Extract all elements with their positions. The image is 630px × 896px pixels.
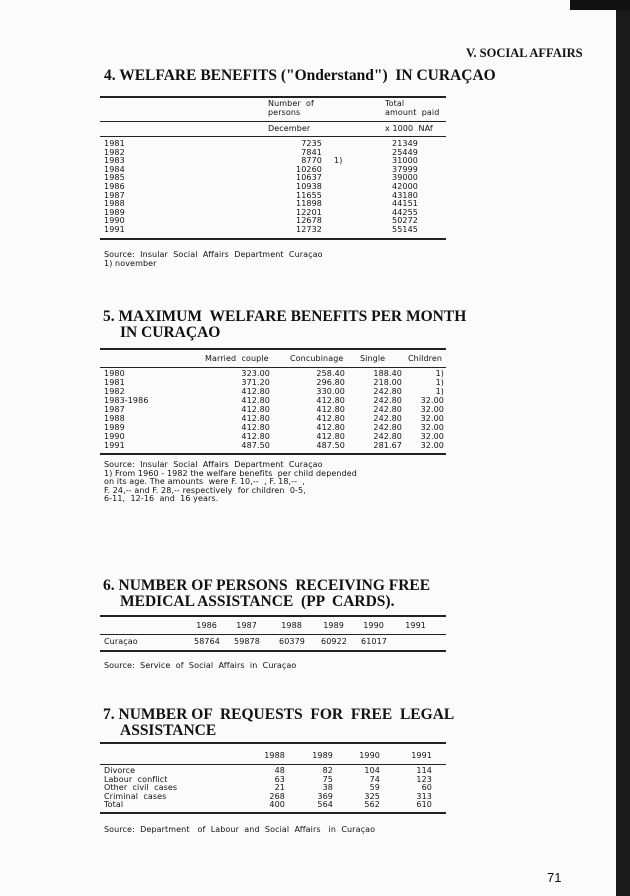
table5-title: 5. MAXIMUM WELFARE BENEFITS PER MONTH IN CURAÇAO xyxy=(103,308,467,341)
table7-title: 7. NUMBER OF REQUESTS FOR FREE LEGAL ASSISTANCE xyxy=(103,706,455,739)
year-cell: 1989 xyxy=(104,423,125,432)
value-cell: 313 xyxy=(416,791,432,801)
year-cell: 1991 xyxy=(104,225,125,234)
year-header: 1988 xyxy=(281,621,302,630)
table6-header xyxy=(104,622,444,631)
source-line: F. 24,-- and F. 28,-- respectively for children 0-5, xyxy=(104,485,306,495)
value-cell: 564 xyxy=(317,800,333,810)
children-cell: 1) xyxy=(435,378,444,387)
amount-cell: 37999 xyxy=(392,164,418,174)
table4-source: Source: Insular Social Affairs Department Curaçao xyxy=(104,250,323,259)
concubinage-cell: 412.80 xyxy=(316,414,345,423)
column-header: Married couple xyxy=(205,354,269,363)
year-cell: 1985 xyxy=(104,173,125,183)
scan-edge xyxy=(616,0,630,896)
married-cell: 412.80 xyxy=(241,423,270,432)
year-header: 1987 xyxy=(236,621,257,630)
married-cell: 412.80 xyxy=(241,396,270,405)
children-cell: 32.00 xyxy=(420,432,444,441)
year-cell: 1990 xyxy=(104,216,125,226)
year-header: 1990 xyxy=(363,621,384,630)
amount-cell: 25449 xyxy=(392,147,418,157)
value-cell: 104 xyxy=(364,766,380,775)
amount-cell: 44255 xyxy=(392,207,418,217)
row-label: Labour conflict xyxy=(104,774,168,784)
single-cell: 188.40 xyxy=(373,369,402,378)
year-cell: 1989 xyxy=(104,207,125,217)
year-cell: 1980 xyxy=(104,369,125,378)
value-cell: 60922 xyxy=(321,637,347,646)
single-cell: 281.67 xyxy=(373,441,402,450)
value-cell: 123 xyxy=(416,774,432,784)
amount-cell: 42000 xyxy=(392,182,418,191)
concubinage-cell: 487.50 xyxy=(316,441,345,450)
amount-cell: 39000 xyxy=(392,173,418,183)
value-cell: 38 xyxy=(322,783,333,793)
value-cell: 61017 xyxy=(361,637,387,646)
table5-body xyxy=(104,370,444,450)
year-cell: 1982 xyxy=(104,147,125,157)
table4-col2-unit: x 1000 NAf xyxy=(385,124,433,133)
value-cell: 58764 xyxy=(194,637,220,646)
persons-cell: 10637 xyxy=(296,173,322,183)
year-cell: 1982 xyxy=(104,387,125,396)
amount-cell: 31000 xyxy=(392,156,418,166)
single-cell: 218.00 xyxy=(373,378,402,387)
amount-cell: 43180 xyxy=(392,190,418,200)
year-header: 1991 xyxy=(405,621,426,630)
year-cell: 1988 xyxy=(104,199,125,209)
year-cell: 1988 xyxy=(104,414,125,423)
table4-col1-header: Number of persons xyxy=(268,99,314,117)
amount-cell: 44151 xyxy=(392,199,418,209)
year-header: 1991 xyxy=(411,751,432,760)
year-cell: 1983-1986 xyxy=(104,396,149,405)
persons-cell: 12732 xyxy=(296,225,322,234)
source-line: 6-11, 12-16 and 16 years. xyxy=(104,494,219,504)
value-cell: 114 xyxy=(416,766,432,775)
concubinage-cell: 412.80 xyxy=(316,423,345,432)
year-cell: 1987 xyxy=(104,190,125,200)
column-header: Children xyxy=(408,354,443,363)
concubinage-cell: 412.80 xyxy=(316,432,345,441)
value-cell: 325 xyxy=(364,791,380,801)
year-header: 1989 xyxy=(312,751,333,760)
footnote-marker: 1) xyxy=(334,156,343,166)
concubinage-cell: 296.80 xyxy=(316,378,345,387)
year-cell: 1991 xyxy=(104,441,125,450)
value-cell: 59878 xyxy=(234,637,260,646)
table4-body xyxy=(104,140,444,236)
value-cell: 59 xyxy=(369,783,380,793)
married-cell: 412.80 xyxy=(241,405,270,414)
concubinage-cell: 258.40 xyxy=(316,369,345,378)
children-cell: 32.00 xyxy=(420,441,444,450)
row-label: Criminal cases xyxy=(104,791,167,801)
year-header: 1986 xyxy=(196,621,217,630)
source-line: Source: Insular Social Affairs Department Curaçao xyxy=(104,460,323,469)
column-header: Concubinage xyxy=(290,354,344,363)
scan-edge-top xyxy=(570,0,630,10)
value-cell: 610 xyxy=(416,800,432,810)
concubinage-cell: 330.00 xyxy=(316,387,345,396)
row-label: Other civil cases xyxy=(104,783,178,793)
amount-cell: 21349 xyxy=(392,139,418,148)
value-cell: 48 xyxy=(274,766,285,775)
table6-title: 6. NUMBER OF PERSONS RECEIVING FREE MEDICAL ASSISTANCE (PP CARDS). xyxy=(103,577,431,610)
persons-cell: 10260 xyxy=(296,164,322,174)
source-line: 1) From 1960 - 1982 the welfare benefits per child depended xyxy=(104,468,357,478)
row-label: Curaçao xyxy=(104,637,138,646)
table7-body xyxy=(104,767,444,811)
year-header: 1988 xyxy=(264,751,285,760)
year-cell: 1986 xyxy=(104,182,125,191)
persons-cell: 7235 xyxy=(301,139,322,148)
year-header: 1989 xyxy=(323,621,344,630)
single-cell: 242.80 xyxy=(373,396,402,405)
value-cell: 74 xyxy=(369,774,380,784)
children-cell: 32.00 xyxy=(420,405,444,414)
single-cell: 242.80 xyxy=(373,423,402,432)
table7-header xyxy=(104,752,444,761)
married-cell: 412.80 xyxy=(241,432,270,441)
table6-row xyxy=(104,638,444,647)
children-cell: 32.00 xyxy=(420,423,444,432)
value-cell: 75 xyxy=(322,774,333,784)
value-cell: 60379 xyxy=(279,637,305,646)
row-label: Divorce xyxy=(104,766,136,775)
table5-header xyxy=(104,355,444,364)
table4-footnote: 1) november xyxy=(104,259,157,268)
persons-cell: 10938 xyxy=(296,182,322,191)
married-cell: 487.50 xyxy=(241,441,270,450)
single-cell: 242.80 xyxy=(373,414,402,423)
concubinage-cell: 412.80 xyxy=(316,405,345,414)
table4-title: 4. WELFARE BENEFITS ("Onderstand") IN CURAÇAO xyxy=(104,67,496,84)
year-cell: 1983 xyxy=(104,156,125,166)
table4-col2-header: Total amount paid xyxy=(385,99,440,117)
amount-cell: 55145 xyxy=(392,225,418,234)
persons-cell: 12678 xyxy=(296,216,322,226)
value-cell: 562 xyxy=(364,800,380,810)
year-header: 1990 xyxy=(359,751,380,760)
value-cell: 21 xyxy=(274,783,285,793)
children-cell: 32.00 xyxy=(420,396,444,405)
married-cell: 412.80 xyxy=(241,387,270,396)
married-cell: 323.00 xyxy=(241,369,270,378)
value-cell: 63 xyxy=(274,774,285,784)
persons-cell: 8770 xyxy=(301,156,322,166)
value-cell: 400 xyxy=(269,800,285,810)
persons-cell: 7841 xyxy=(301,147,322,157)
persons-cell: 11898 xyxy=(296,199,322,209)
concubinage-cell: 412.80 xyxy=(316,396,345,405)
row-label: Total xyxy=(104,800,124,810)
year-cell: 1981 xyxy=(104,139,125,148)
children-cell: 1) xyxy=(435,369,444,378)
page-number: 71 xyxy=(547,870,562,885)
single-cell: 242.80 xyxy=(373,432,402,441)
table6-source: Source: Service of Social Affairs in Curaçao xyxy=(104,661,297,670)
table5-source xyxy=(104,461,357,504)
persons-cell: 12201 xyxy=(296,207,322,217)
section-header: V. SOCIAL AFFAIRS xyxy=(466,46,583,60)
column-header: Single xyxy=(360,354,386,363)
children-cell: 32.00 xyxy=(420,414,444,423)
married-cell: 371.20 xyxy=(241,378,270,387)
value-cell: 82 xyxy=(322,766,333,775)
value-cell: 268 xyxy=(269,791,285,801)
persons-cell: 11655 xyxy=(296,190,322,200)
single-cell: 242.80 xyxy=(373,405,402,414)
year-cell: 1984 xyxy=(104,164,125,174)
amount-cell: 50272 xyxy=(392,216,418,226)
year-cell: 1987 xyxy=(104,405,125,414)
table7-source: Source: Department of Labour and Social Affairs in Curaçao xyxy=(104,825,376,834)
value-cell: 369 xyxy=(317,791,333,801)
value-cell: 60 xyxy=(421,783,432,793)
single-cell: 242.80 xyxy=(373,387,402,396)
married-cell: 412.80 xyxy=(241,414,270,423)
table4-col1-unit: December xyxy=(268,124,311,133)
year-cell: 1990 xyxy=(104,432,125,441)
source-line: on its age. The amounts were F. 10,-- , F. 18,-- , xyxy=(104,477,306,487)
year-cell: 1981 xyxy=(104,378,125,387)
children-cell: 1) xyxy=(435,387,444,396)
